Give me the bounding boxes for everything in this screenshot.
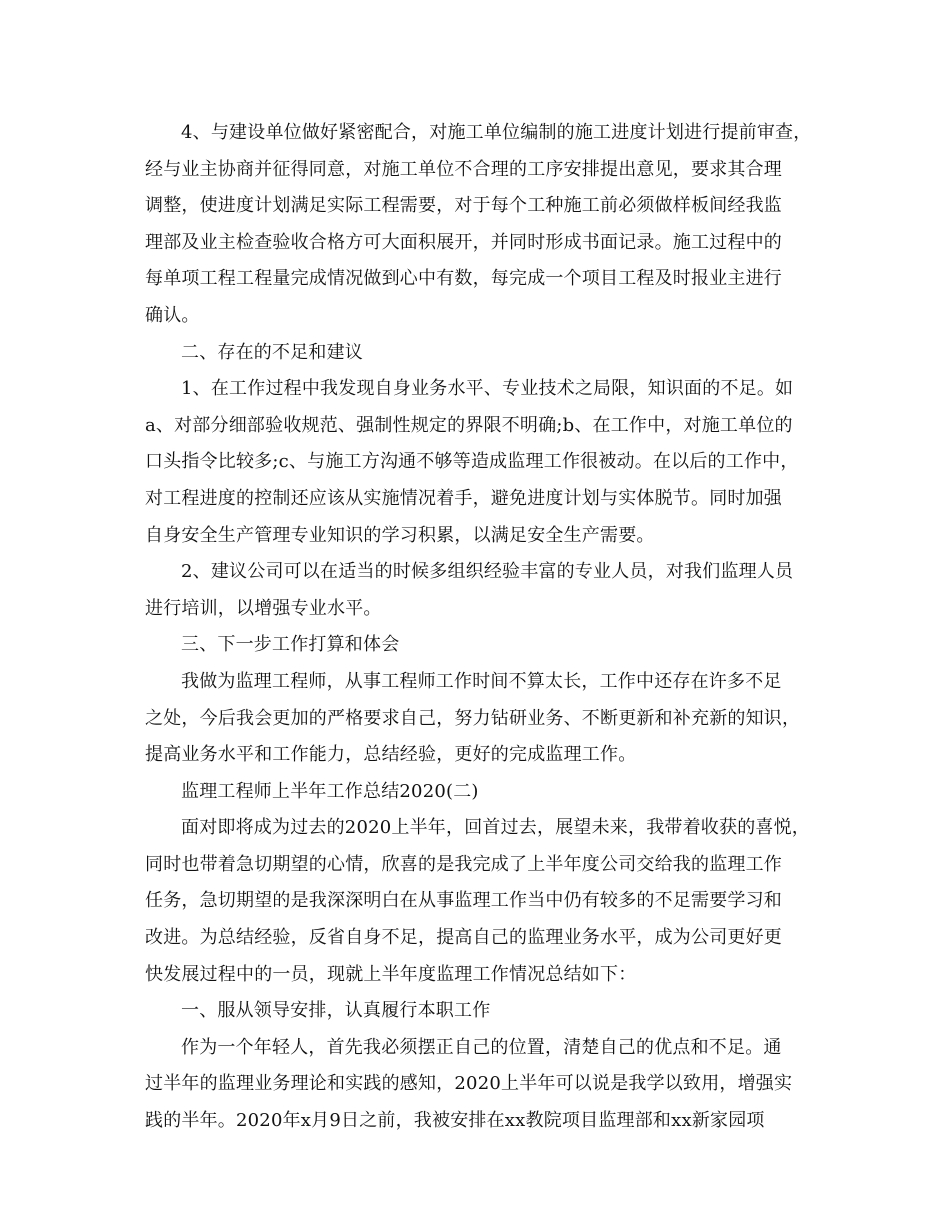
paragraph-line: 提高业务水平和工作能力，总结经验，更好的完成监理工作。 xyxy=(145,744,637,766)
paragraph-line: 同时也带着急切期望的心情，欣喜的是我完成了上半年度公司交给我的监理工作 xyxy=(145,853,782,875)
paragraph-line: 践的半年。2020年x月9日之前，我被安排在xx教院项目监理部和xx新家园项 xyxy=(145,1110,765,1132)
paragraph-line: 任务，急切期望的是我深深明白在从事监理工作当中仍有较多的不足需要学习和 xyxy=(145,890,782,912)
paragraph-line: 确认。 xyxy=(145,304,200,326)
paragraph-line: 2、建议公司可以在适当的时候多组织经验丰富的专业人员，对我们监理人员 xyxy=(181,561,794,583)
section-heading: 三、下一步工作打算和体会 xyxy=(181,634,400,656)
paragraph-line: 作为一个年轻人，首先我必须摆正自己的位置，清楚自己的优点和不足。通 xyxy=(181,1036,782,1058)
paragraph-line: 过半年的监理业务理论和实践的感知，2020上半年可以说是我学以致用，增强实 xyxy=(145,1073,793,1095)
paragraph-line: 理部及业主检查验收合格方可大面积展开，并同时形成书面记录。施工过程中的 xyxy=(145,231,782,253)
paragraph-line: 经与业主协商并征得同意，对施工单位不合理的工序安排提出意见，要求其合理 xyxy=(145,158,782,180)
document-body xyxy=(145,115,825,1140)
paragraph-line: 4、与建设单位做好紧密配合，对施工单位编制的施工进度计划进行提前审查， xyxy=(181,122,812,143)
paragraph-line: 面对即将成为过去的2020上半年，回首过去，展望未来，我带着收获的喜悦， xyxy=(181,817,811,839)
document-subtitle: 监理工程师上半年工作总结2020(二) xyxy=(181,780,479,802)
paragraph-line: 之处，今后我会更加的严格要求自己，努力钻研业务、不断更新和补充新的知识， xyxy=(145,707,801,729)
paragraph-line: 每单项工程工程量完成情况做到心中有数，每完成一个项目工程及时报业主进行 xyxy=(145,268,782,290)
paragraph-line: 调整，使进度计划满足实际工程需要，对于每个工种施工前必须做样板间经我监 xyxy=(145,195,782,217)
paragraph-line: 我做为监理工程师，从事工程师工作时间不算太长，工作中还存在许多不足 xyxy=(181,670,782,692)
paragraph-line: 口头指令比较多;c、与施工方沟通不够等造成监理工作很被动。在以后的工作中， xyxy=(145,451,799,473)
paragraph-line: 1、在工作过程中我发现自身业务水平、专业技术之局限，知识面的不足。如 xyxy=(181,378,794,400)
paragraph-line: 进行培训，以增强专业水平。 xyxy=(145,597,382,619)
section-heading: 一、服从领导安排，认真履行本职工作 xyxy=(181,1000,491,1022)
paragraph-line: 快发展过程中的一员，现就上半年度监理工作情况总结如下： xyxy=(145,963,637,985)
paragraph-line: 自身安全生产管理专业知识的学习积累，以满足安全生产需要。 xyxy=(145,524,655,546)
paragraph-line: 对工程进度的控制还应该从实施情况着手，避免进度计划与实体脱节。同时加强 xyxy=(145,487,782,509)
paragraph-line: a、对部分细部验收规范、强制性规定的界限不明确;b、在工作中，对施工单位的 xyxy=(145,414,793,436)
section-heading: 二、存在的不足和建议 xyxy=(181,341,363,363)
paragraph-line: 改进。为总结经验，反省自身不足，提高自己的监理业务水平，成为公司更好更 xyxy=(145,927,782,949)
